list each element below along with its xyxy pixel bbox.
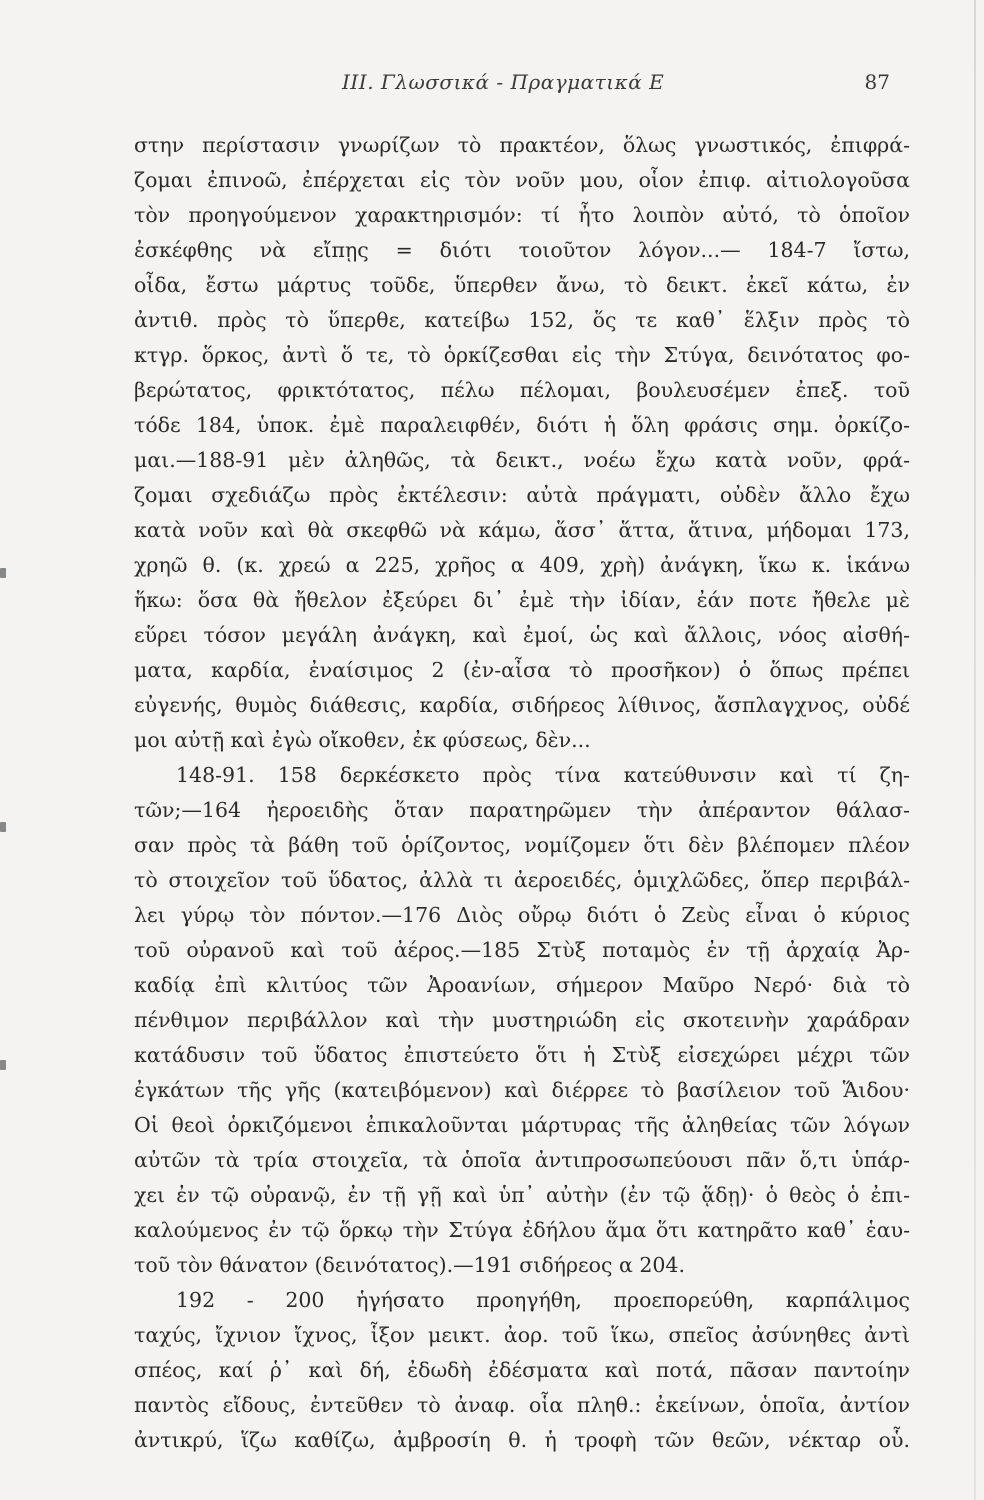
text-line: στην περίστασιν γνωρίζων τὸ πρακτέον, ὅλως γνωστικός, ἐπιφρά- xyxy=(134,133,910,157)
text-line: αὐτῶν τὰ τρία στοιχεῖα, τὰ ὁποῖα ἀντιπροσωπεύουσι πᾶν ὅ,τι ὑπάρ- xyxy=(134,1148,910,1172)
text-line: λει γύρῳ τὸν πόντον.—176 Διὸς οὔρῳ διότι ὁ Ζεὺς εἶναι ὁ κύριος xyxy=(134,903,910,927)
text-line: τῶν;—164 ἠεροειδὴς ὅταν παρατηρῶμεν τὴν ἀπέραντον θάλασ- xyxy=(134,798,910,822)
text-line: μοι αὐτῇ καὶ ἐγὼ οἴκοθεν, ἐκ φύσεως, δὲν... xyxy=(134,728,591,752)
text-line: ἀντικρύ, ἵζω καθίζω, ἀμβροσίη θ. ἡ τροφὴ τῶν θεῶν, νέκταρ οὗ. xyxy=(134,1428,910,1452)
text-line: κτγρ. ὅρκος, ἀντὶ ὅ τε, τὸ ὁρκίζεσθαι εἰς τὴν Στύγα, δεινότατος φο- xyxy=(134,343,910,367)
text-line: τοῦ τὸν θάνατον (δεινότατος).—191 σιδήρεος α 204. xyxy=(134,1253,685,1277)
text-line: χει ἐν τῷ οὐρανῷ, ἐν τῇ γῇ καὶ ὑπ᾽ αὐτὴν (ἐν τῷ ᾅδῃ)· ὁ θεὸς ὁ ἐπι- xyxy=(134,1183,910,1207)
text-line: Οἱ θεοὶ ὁρκιζόμενοι ἐπικαλοῦνται μάρτυρας τῆς ἀληθείας τῶν λόγων xyxy=(134,1113,910,1137)
text-line: εὕρει τόσον μεγάλη ἀνάγκη, καὶ ἐμοί, ὡς καὶ ἄλλοις, νόος αἰσθή- xyxy=(134,623,910,647)
text-line: ζομαι σχεδιάζω πρὸς ἐκτέλεσιν: αὐτὰ πράγματι, οὐδὲν ἄλλο ἔχω xyxy=(134,483,910,507)
text-line: καλούμενος ἐν τῷ ὅρκῳ τὴν Στύγα ἐδήλου ἅμα ὅτι κατηρᾶτο καθ᾽ ἑαυ- xyxy=(134,1218,910,1242)
text-line: τοῦ οὐρανοῦ καὶ τοῦ ἀέρος.—185 Στὺξ ποταμὸς ἐν τῇ ἀρχαίᾳ Ἀρ- xyxy=(134,938,910,962)
text-line: ἐγκάτων τῆς γῆς (κατειβόμενον) καὶ διέρρεε τὸ βασίλειον τοῦ Ἅιδου· xyxy=(134,1078,910,1102)
margin-mark xyxy=(0,822,6,832)
text-line: οἶδα, ἔστω μάρτυς τοῦδε, ὕπερθεν ἄνω, τὸ δεικτ. ἐκεῖ κάτω, ἐν xyxy=(134,273,910,297)
running-head: III. Γλωσσικά - Πραγματικά Ε xyxy=(342,70,665,94)
text-line: μαι.—188-91 μὲν ἀληθῶς, τὰ δεικτ., νοέω ἔχω κατὰ νοῦν, φρά- xyxy=(134,448,910,472)
page-header xyxy=(120,70,900,100)
text-line: τόδε 184, ὑποκ. ἐμὲ παραλειφθέν, διότι ἡ ὅλη φράσις σημ. ὀρκίζο- xyxy=(134,413,910,437)
text-line: ἐσκέφθης νὰ εἴπῃς = διότι τοιοῦτον λόγον...— 184-7 ἴστω, xyxy=(134,238,910,262)
text-line: σπέος, καί ῥ᾽ καὶ δή, ἐδωδὴ ἐδέσματα καὶ ποτά, πᾶσαν παντοίην xyxy=(134,1358,910,1382)
text-line: ταχύς, ἴχνιον ἴχνος, ἷξον μεικτ. ἀορ. τοῦ ἵκω, σπεῖος ἀσύνηθες ἀντὶ xyxy=(134,1323,910,1347)
page-number: 87 xyxy=(864,70,890,94)
text-line: τὸν προηγούμενον χαρακτηρισμόν: τί ἦτο λοιπὸν αὐτό, τὸ ὁποῖον xyxy=(134,203,910,227)
text-line: 192 - 200 ἡγήσατο προηγήθη, προεπορεύθη, καρπάλιμος xyxy=(176,1288,910,1312)
text-line: κατάδυσιν τοῦ ὕδατος ἐπιστεύετο ὅτι ἡ Στὺξ εἰσεχώρει μέχρι τῶν xyxy=(134,1043,910,1067)
text-line: τὸ στοιχεῖον τοῦ ὕδατος, ἀλλὰ τι ἀεροειδές, ὁμιχλῶδες, ὅπερ περιβάλ- xyxy=(134,868,910,892)
text-line: χρηῶ θ. (κ. χρεώ α 225, χρῆος α 409, χρὴ) ἀνάγκη, ἵκω κ. ἱκάνω xyxy=(134,553,910,577)
text-line: ζομαι ἐπινοῶ, ἐπέρχεται εἰς τὸν νοῦν μου, οἷον ἐπιφ. αἰτιολογοῦσα xyxy=(134,168,910,192)
text-line: βερώτατος, φρικτότατος, πέλω πέλομαι, βουλευσέμεν ἐπεξ. τοῦ xyxy=(134,378,910,402)
page-edge xyxy=(974,0,976,1500)
text-line: καδίᾳ ἐπὶ κλιτύος τῶν Ἀροανίων, σήμερον Μαῦρο Νερό· διὰ τὸ xyxy=(134,973,910,997)
margin-mark xyxy=(0,1060,6,1070)
text-line: 148-91. 158 δερκέσκετο πρὸς τίνα κατεύθυνσιν καὶ τί ζη- xyxy=(176,763,910,787)
text-line: πένθιμον περιβάλλον καὶ τὴν μυστηριώδη εἰς σκοτεινὴν χαράδραν xyxy=(134,1008,910,1032)
text-line: εὐγενής, θυμὸς διάθεσις, καρδία, σιδήρεος λίθινος, ἄσπλαγχνος, οὐδέ xyxy=(134,693,910,717)
text-line: ἀντιθ. πρὸς τὸ ὕπερθε, κατείβω 152, ὅς τε καθ᾽ ἕλξιν πρὸς τὸ xyxy=(134,308,910,332)
text-line: παντὸς εἴδους, ἐντεῦθεν τὸ ἀναφ. οἷα πληθ.: ἐκείνων, ὁποῖα, ἀντίον xyxy=(134,1393,910,1417)
text-line: κατὰ νοῦν καὶ θὰ σκεφθῶ νὰ κάμω, ἅσσ᾽ ἅττα, ἅτινα, μήδομαι 173, xyxy=(134,518,910,542)
text-line: ἥκω: ὅσα θὰ ἤθελον ἐξεύρει δι᾽ ἐμὲ τὴν ἰδίαν, ἐάν ποτε ἤθελε μὲ xyxy=(134,588,910,612)
margin-mark xyxy=(0,568,6,578)
text-line: ματα, καρδία, ἐναίσιμος 2 (ἐν-αἶσα τὸ προσῆκον) ὁ ὅπως πρέπει xyxy=(134,658,910,682)
body-text xyxy=(134,128,910,1458)
text-line: σαν πρὸς τὰ βάθη τοῦ ὁρίζοντος, νομίζομεν ὅτι δὲν βλέπομεν πλέον xyxy=(134,833,910,857)
